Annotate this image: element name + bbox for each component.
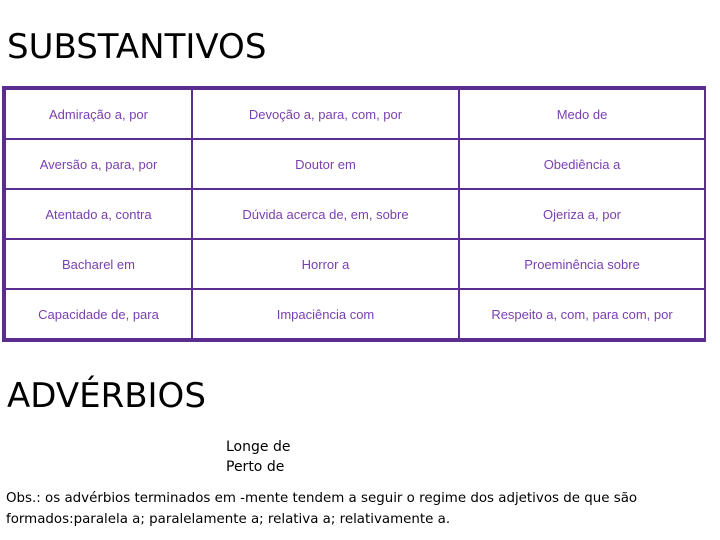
section-title-substantivos: SUBSTANTIVOS	[7, 27, 267, 67]
table-cell: Atentado a, contra	[5, 189, 192, 239]
table-cell: Doutor em	[192, 139, 459, 189]
table-cell: Medo de	[459, 89, 705, 139]
table-cell: Aversão a, para, por	[5, 139, 192, 189]
table-cell: Obediência a	[459, 139, 705, 189]
table-cell: Horror a	[192, 239, 459, 289]
table-cell: Proeminência sobre	[459, 239, 705, 289]
observation-note: Obs.: os advérbios terminados em -mente tendem a seguir o regime dos adjetivos de que são formados:paralela a; paralelamente a; relativa a; relativamente a.	[6, 491, 638, 527]
section-title-adverbios: ADVÉRBIOS	[7, 376, 206, 416]
substantivos-table	[4, 88, 706, 340]
table-cell: Impaciência com	[192, 289, 459, 339]
table-cell: Ojeriza a, por	[459, 189, 705, 239]
table-cell: Admiração a, por	[5, 89, 192, 139]
table-row	[5, 289, 705, 339]
table-row	[5, 239, 705, 289]
table-row	[5, 189, 705, 239]
list-item: Longe de	[226, 439, 291, 455]
table-row	[5, 139, 705, 189]
table-cell: Bacharel em	[5, 239, 192, 289]
table-cell: Respeito a, com, para com, por	[459, 289, 705, 339]
substantivos-table-container	[2, 86, 706, 342]
table-row	[5, 89, 705, 139]
list-item: Perto de	[226, 459, 285, 475]
adverbios-list	[226, 437, 290, 477]
table-cell: Devoção a, para, com, por	[192, 89, 459, 139]
table-cell: Capacidade de, para	[5, 289, 192, 339]
table-cell: Dúvida acerca de, em, sobre	[192, 189, 459, 239]
